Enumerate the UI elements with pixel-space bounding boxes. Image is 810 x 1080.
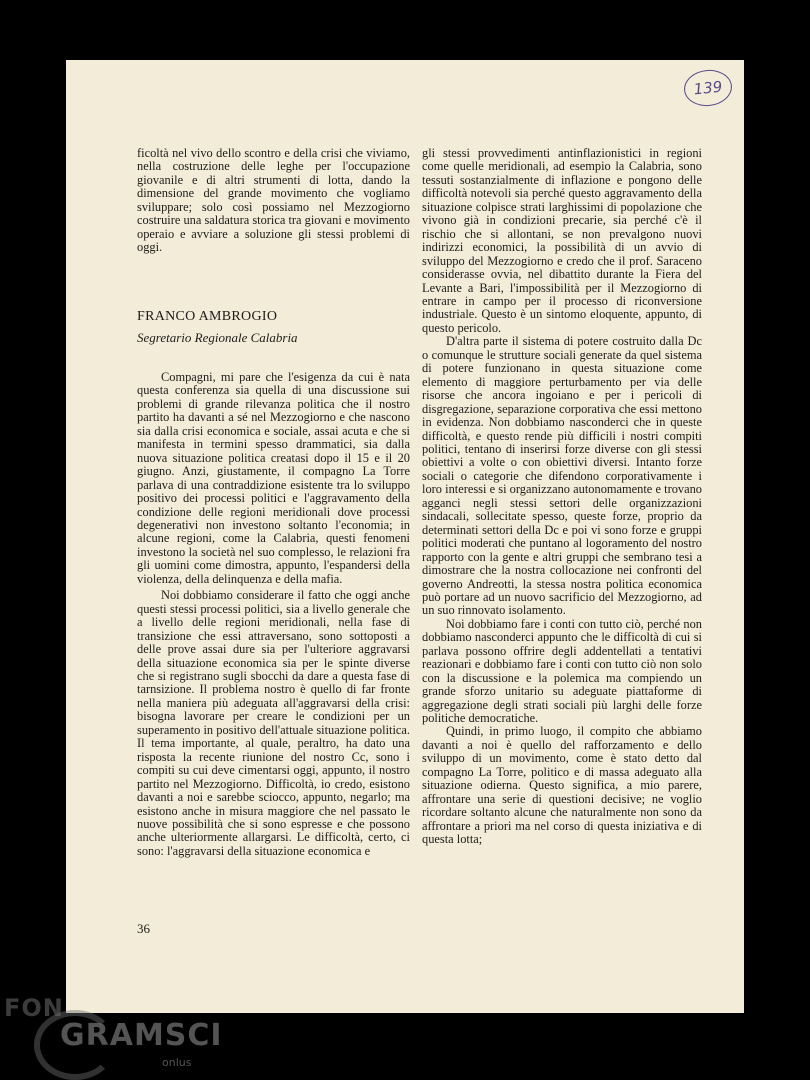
logo-line-1: FON xyxy=(4,994,64,1022)
logo-line-3: onlus xyxy=(162,1056,192,1069)
left-paragraph-1: Compagni, mi pare che l'esigenza da cui è nata questa conferenza sia quella di una discussione sui problemi di grande rilevanza politica che il nostro partito ha davanti a sé nel Mezzogiorno e che nascono sia dalla crisi economica e sociale, assai acuta e che si manifesta in termini spesso drammatici, sia dalla nuova situazione politica creatasi dopo il 15 e il 20 giugno. Anzi, giustamente, il compagno La Torre parlava di una contraddizione esistente tra lo sviluppo positivo dei processi politici e l'aggravamento della condizione delle regioni meridionali dove processi degenerativi non investono soltanto l'economia; in alcune regioni, come la Calabria, questi fenomeni investono la società nel suo complesso, le relazioni fra gli uomini come dimostra, appunto, l'espandersi della violenza, della delinquenza e della mafia. xyxy=(137,370,410,586)
speaker-name: FRANCO AMBROGIO xyxy=(137,309,278,324)
left-column-body xyxy=(137,371,410,858)
handwritten-page-stamp: 139 xyxy=(682,68,734,109)
intro-paragraph: ficoltà nel vivo dello scontro e della crisi che viviamo, nella costruzione delle leghe per l'occupazione giovanile e di altri strumenti di lotta, dando la dimensione del grande movimento che vogliamo sviluppare; solo così possiamo nel Mezzogiorno costruire una saldatura storica tra giovani e movimento operaio e avviare a soluzione gli stessi problemi di oggi. xyxy=(137,146,410,255)
page-number: 36 xyxy=(137,921,150,936)
left-column-intro xyxy=(137,147,410,255)
fondazione-gramsci-logo xyxy=(0,990,223,1080)
right-paragraph-2: D'altra parte il sistema di potere costruito dalla Dc o comunque le strutture sociali generate da quel sistema di potere funzionano in questa situazione come elemento di maggiore perturbamento per via delle risorse che ancora ingoiano e per i pericoli di disgregazione, separazione corporativa che essi mettono in evidenza. Non dobbiamo nasconderci che in queste difficoltà, e questo rende più difficili i nostri compiti politici, tentano di inserirsi forze diverse con gli stessi obiettivi a volte o con obiettivi diversi. Intanto forze sociali o categorie che difendono corporativamente i loro interessi e si organizzano autonomamente e trovano agganci negli stessi settori delle organizzazioni sindacali, sollecitate spesso, queste forze, proprio da determinati settori della Dc e poi vi sono forze e gruppi politici moderati che puntano al logoramento del nostro rapporto con la gente e altri gruppi che sembrano tesi a dimostrare che la nostra collocazione nei confronti del governo Andreotti, la stessa nostra politica economica può portare ad un nuovo sacrificio del Mezzogiorno, ad un suo rinnovato isolamento. xyxy=(422,334,702,618)
right-column xyxy=(422,147,702,847)
document-page xyxy=(66,60,744,1013)
speaker-role: Segretario Regionale Calabria xyxy=(137,330,298,345)
left-paragraph-2: Noi dobbiamo considerare il fatto che oggi anche questi stessi processi politici, sia a livello generale che a livello delle regioni meridionali, nella fase di transizione che essi attraversano, sono sottoposti a delle prove assai dure sia per l'ulteriore aggravarsi della situazione economica sia per le spinte diverse che si registrano sugli sbocchi da dare a questa fase di tarnsizione. Il problema nostro è quello di far fronte nella maniera più adeguata all'aggravarsi della crisi: bisogna lavorare per creare le condizioni per un superamento in positivo dell'attuale situazione politica. Il tema importante, al quale, peraltro, ha dato una risposta la recente riunione del nostro Cc, sono i compiti su cui deve cimentarsi oggi, appunto, il nostro partito nel Mezzogiorno. Difficoltà, io credo, esistono davanti a noi e sarebbe sciocco, appunto, negarlo; ma esistono anche in misura maggiore che nel passato le nuove possibilità che si sono espresse e che possono anche ulteriormente allargarsi. Le difficoltà, certo, ci sono: l'aggravarsi della situazione economica e xyxy=(137,588,410,858)
right-paragraph-3: Noi dobbiamo fare i conti con tutto ciò, perché non dobbiamo nasconderci appunto che le difficoltà di cui si parlava possono offrire degli addentellati a tentativi reazionari e dobbiamo fare i conti con tutto ciò non solo con la discussione e la polemica ma compiendo un grande sforzo unitario su adeguate piattaforme di aggregazione degli strati sociali più larghi delle forze politiche democratiche. xyxy=(422,616,702,726)
right-paragraph-1: gli stessi provvedimenti antinflazionistici in regioni come quelle meridionali, ad esempio la Calabria, sono tessuti sostanzialmente di inflazione e pongono delle difficoltà notevoli sia perché questo aggravamento della situazione colpisce strati larghissimi di popolazione che vivono già in condizioni precarie, sia perché c'è il rischio che si allontani, se non prevalgono nuovi indirizzi economici, la possibilità di un avvio di sviluppo del Mezzogiorno e credo che il prof. Saraceno considerasse ovvia, nel dibattito durante la Fiera del Levante a Bari, l'impossibilità per il Mezzogiorno di entrare in campo per il processo di riconversione industriale. Questo è un sintomo eloquente, appunto, di questo pericolo. xyxy=(422,146,702,335)
right-paragraph-4: Quindi, in primo luogo, il compito che abbiamo davanti a noi è quello del rafforzamento e dello sviluppo di un movimento, come è stato detto dal compagno La Torre, politico e di massa adeguato alla situazione odierna. Questo significa, a mio parere, affrontare una serie di questioni decisive; ne voglio ricordare soltanto alcune che naturalmente non sono da affrontare a priori ma nel corso di questa iniziativa e di questa lotta; xyxy=(422,724,702,847)
logo-line-2: GRAMSCI xyxy=(60,1018,223,1053)
